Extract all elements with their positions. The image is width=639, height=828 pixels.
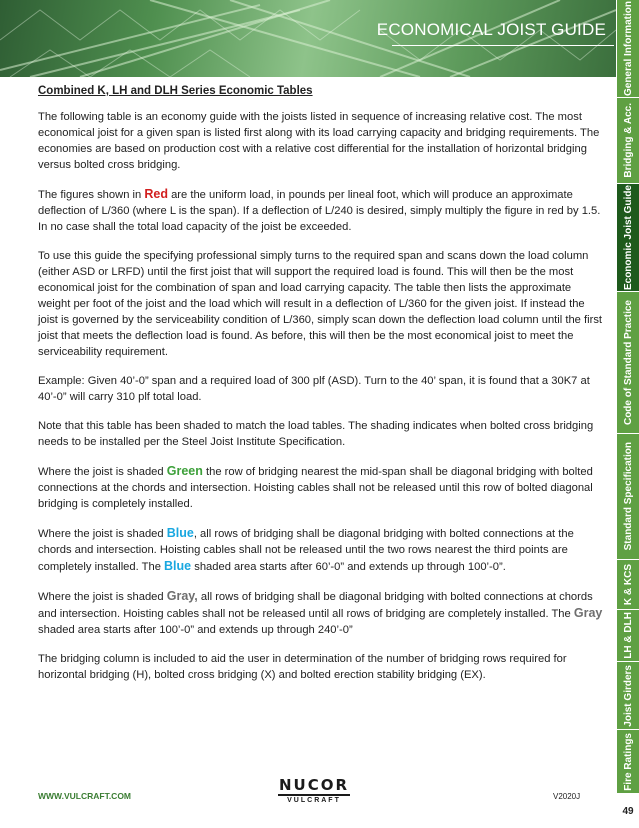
header-banner — [0, 0, 616, 77]
gray-keyword-2: Gray — [573, 606, 603, 620]
gray-shading-paragraph: Where the joist is shaded Gray, all rows of bridging shall be diagonal bridging with bolted connections at chords and intersection. Hoisting cables shall not be released until all rows of bridging are completely installed. The Gray shaded area starts after 100’-0” and extends up through 240’-0” — [38, 589, 603, 636]
side-tab-code-of-standard-practice[interactable]: Code of Standard Practice — [617, 292, 639, 434]
page-number-tab — [617, 794, 639, 828]
nucor-vulcraft-logo: NUCOR VULCRAFT — [278, 776, 350, 804]
side-tab-fire-ratings[interactable]: Fire Ratings — [617, 730, 639, 794]
side-tab-lh-dlh[interactable]: LH & DLH — [617, 610, 639, 662]
document-version: V2020J — [553, 792, 581, 801]
blue-keyword: Blue — [166, 526, 194, 540]
example-paragraph: Example: Given 40’-0” span and a required load of 300 plf (ASD). Turn to the 40’ span, it is found that a 30K7 at 40’-0” will carry 310 plf total load. — [38, 375, 590, 403]
shading-note-paragraph: Note that this table has been shaded to match the load tables. The shading indicates when bolted cross bridging needs to be installed per the Steel Joist Institute Specification. — [38, 420, 594, 448]
header-divider — [392, 45, 614, 46]
side-tab-standard-specification[interactable]: Standard Specification — [617, 434, 639, 560]
side-tab-joist-girders[interactable]: Joist Girders — [617, 662, 639, 730]
page-number: 49 — [622, 805, 634, 817]
section-tab-strip — [617, 0, 639, 828]
side-tab-general-information[interactable]: General Information — [617, 0, 639, 98]
blue-shading-paragraph: Where the joist is shaded Blue, all rows of bridging shall be diagonal bridging with bolted connections at the chords and intersection. Hoisting cables shall not be released until the two rows nearest the third points are completely installed. The Blue shaded area starts after 60’-0” and extends up through 100’-0”. — [38, 526, 574, 573]
page-content — [38, 83, 604, 696]
section-title: Combined K, LH and DLH Series Economic Tables — [38, 85, 313, 97]
side-tab-k-kcs[interactable]: K & KCS — [617, 560, 639, 610]
bridging-column-paragraph: The bridging column is included to aid the user in determination of the number of bridging rows required for horizontal bridging (H), bolted cross bridging (X) and bolted erection stability bridging (EX). — [38, 653, 567, 681]
header-title: ECONOMICAL JOIST GUIDE — [376, 20, 606, 39]
side-tab-bridging-accessories[interactable]: Bridging & Acc. — [617, 98, 639, 184]
green-shading-paragraph: Where the joist is shaded Green the row of bridging nearest the mid-span shall be diagonal bridging with bolted connections at the chords and intersection. Hoisting cables shall not be released until this row of bolted diagonal bridging is completely installed. — [38, 464, 593, 510]
usage-paragraph: To use this guide the specifying professional simply turns to the required span and scans down the load column (either ASD or LRFD) until the first joist that will support the required load is found. This will then be the most economical joist for the combination of span and load carrying capacity. The table then lists the approximate weight per foot of the joist and the load which will result in a deflection of L/360 for the given joist. If instead the joist is governed by the serviceability condition of L/360, simply scan down the deflection load column until the first joist that meets the deflection load is found. As before, this will then be the most economical joist to meet the serviceability requirement. — [38, 250, 603, 358]
green-keyword: Green — [166, 464, 203, 478]
gray-keyword: Gray, — [166, 589, 198, 603]
intro-paragraph: The following table is an economy guide with the joists listed in sequence of increasing relative cost. The most economical joist for a given span is listed first along with its load carrying capacity and bridging requirements. The economies are based on production cost with a relative cost differential for the installation of horizontal bridging versus bolted cross bridging. — [38, 111, 600, 171]
side-tab-economic-joist-guide[interactable]: Economic Joist Guide — [617, 184, 639, 292]
footer-website-link[interactable]: WWW.VULCRAFT.COM — [38, 791, 132, 801]
blue-keyword-2: Blue — [164, 559, 192, 573]
red-keyword: Red — [144, 187, 168, 201]
red-figures-paragraph: The figures shown in Red are the uniform load, in pounds per lineal foot, which will produce an approximate deflection of L/360 (where L is the span). If a deflection of L/240 is desired, simply multiply the figure in red by 1.5. In no case shall the total load capacity of the joist be exceeded. — [38, 187, 601, 233]
